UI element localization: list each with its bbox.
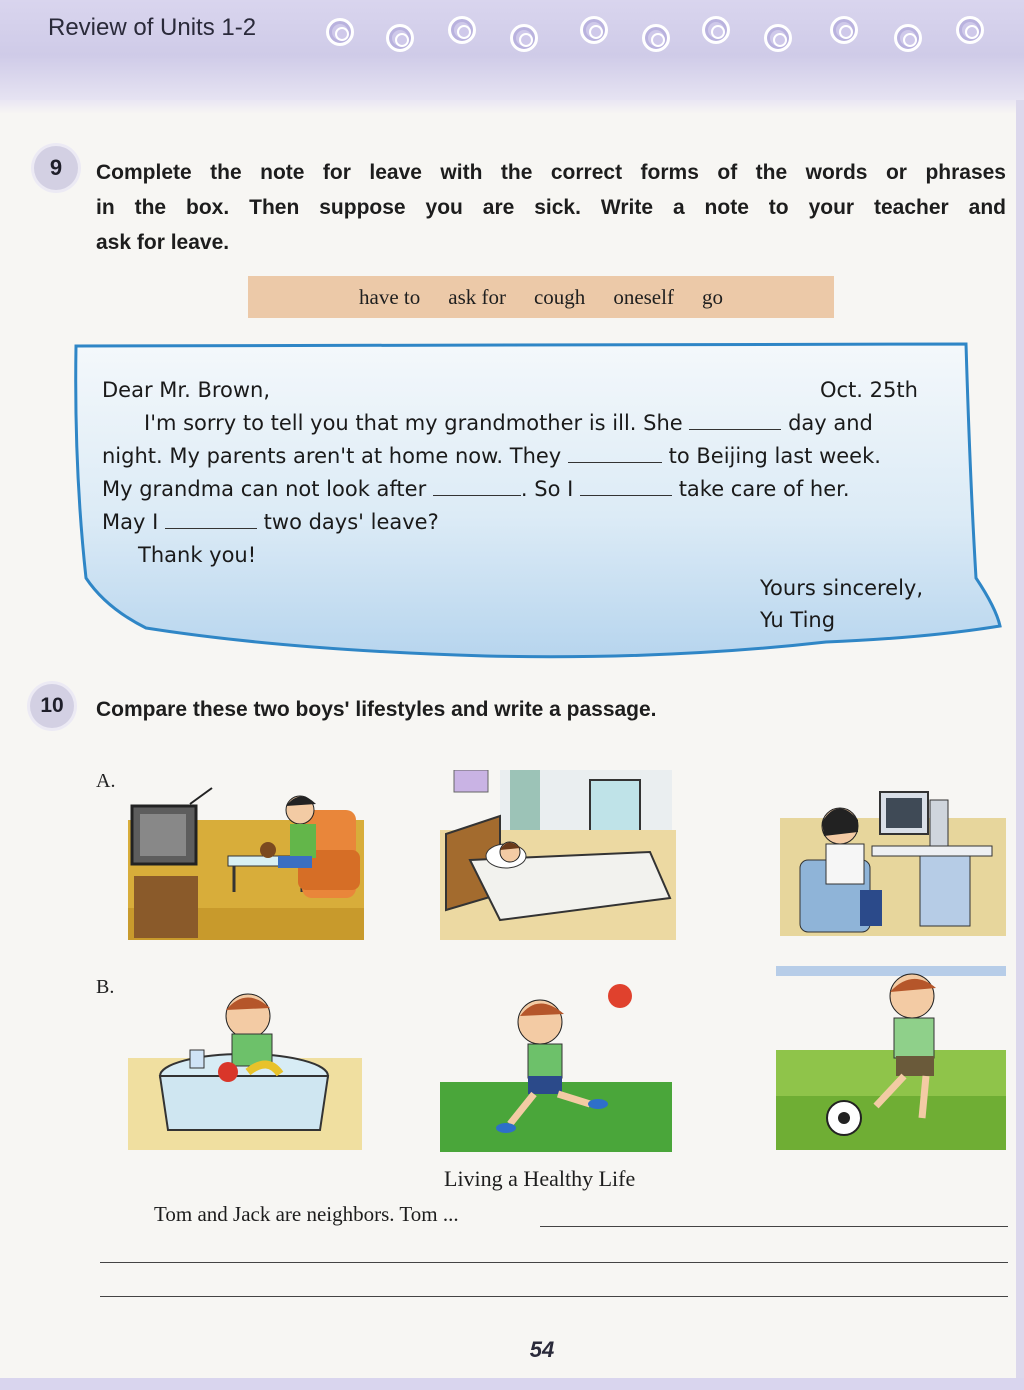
note-text-segment: . So I <box>520 477 574 501</box>
picture-watching-tv <box>128 780 364 940</box>
word-item: have to <box>359 284 421 309</box>
word-item: oneself <box>613 284 674 309</box>
note-text-segment: two days' leave? <box>263 510 439 534</box>
row-label: B. <box>96 976 115 998</box>
row-label: A. <box>96 770 116 792</box>
note-signature: Yu Ting <box>760 608 836 632</box>
note-text-segment: May I <box>102 510 159 534</box>
ring-decoration <box>326 18 354 46</box>
writing-line[interactable] <box>100 1296 1008 1297</box>
picture-soccer <box>776 966 1006 1150</box>
ring-decoration <box>830 16 858 44</box>
note-line <box>102 444 881 468</box>
ring-decoration <box>702 16 730 44</box>
word-box <box>248 276 834 318</box>
word-item: cough <box>533 284 586 309</box>
unit-title: Review of Units 1-2 <box>48 14 257 41</box>
note-text-segment: night. My parents aren't at home now. They <box>102 444 562 468</box>
page-edge <box>1016 100 1024 1390</box>
word-item: go <box>701 284 723 309</box>
writing-line[interactable] <box>100 1262 1008 1263</box>
note-text-segment: I'm sorry to tell you that my grandmother is ill. She <box>144 411 683 435</box>
note-text-segment: take care of her. <box>678 477 850 501</box>
note-date: Oct. 25th <box>820 378 918 402</box>
footer-band <box>0 1378 1024 1390</box>
ring-decoration <box>764 24 792 52</box>
answer-blank[interactable] <box>580 477 672 496</box>
picture-computer <box>780 790 1006 936</box>
header-band <box>0 0 1024 100</box>
instruction-line: in the box. Then suppose you are sick. Write a note to your teacher and <box>96 196 1006 219</box>
ring-decoration <box>448 16 476 44</box>
note-closing: Yours sincerely, <box>760 576 924 600</box>
ring-decoration <box>956 16 984 44</box>
answer-blank[interactable] <box>165 510 257 529</box>
picture-eating-fruit <box>128 990 362 1150</box>
note-thanks: Thank you! <box>138 543 257 567</box>
page-number: 54 <box>529 1337 555 1362</box>
note-text-segment: to Beijing last week. <box>668 444 881 468</box>
word-item: ask for <box>448 284 506 309</box>
instruction-line: Complete the note for leave with the correct forms of the words or phrases <box>96 161 1006 184</box>
exercise-number-badge: 10 <box>30 684 74 728</box>
instruction-line: ask for leave. <box>96 231 230 254</box>
note-text-segment: day and <box>788 411 873 435</box>
note-text-segment: My grandma can not look after <box>102 477 427 501</box>
answer-blank[interactable] <box>433 477 521 496</box>
passage-title: Living a Healthy Life <box>444 1166 636 1191</box>
ring-decoration <box>642 24 670 52</box>
note-salutation: Dear Mr. Brown, <box>102 378 271 402</box>
ring-decoration <box>386 24 414 52</box>
picture-sleeping <box>440 770 676 940</box>
answer-blank[interactable] <box>568 444 662 463</box>
writing-line[interactable] <box>540 1226 1008 1227</box>
note-line <box>102 510 439 534</box>
note-line <box>102 477 850 501</box>
ring-decoration <box>510 24 538 52</box>
note-line <box>144 411 873 435</box>
exercise-instruction <box>96 155 1006 260</box>
ring-decoration <box>894 24 922 52</box>
exercise-instruction: Compare these two boys' lifestyles and write a passage. <box>96 698 657 721</box>
exercise-number-badge: 9 <box>34 146 78 190</box>
ring-decoration <box>580 16 608 44</box>
answer-blank[interactable] <box>689 411 781 430</box>
header-shadow <box>0 100 1024 114</box>
passage-starter: Tom and Jack are neighbors. Tom ... <box>154 1202 459 1226</box>
picture-running <box>440 976 672 1152</box>
